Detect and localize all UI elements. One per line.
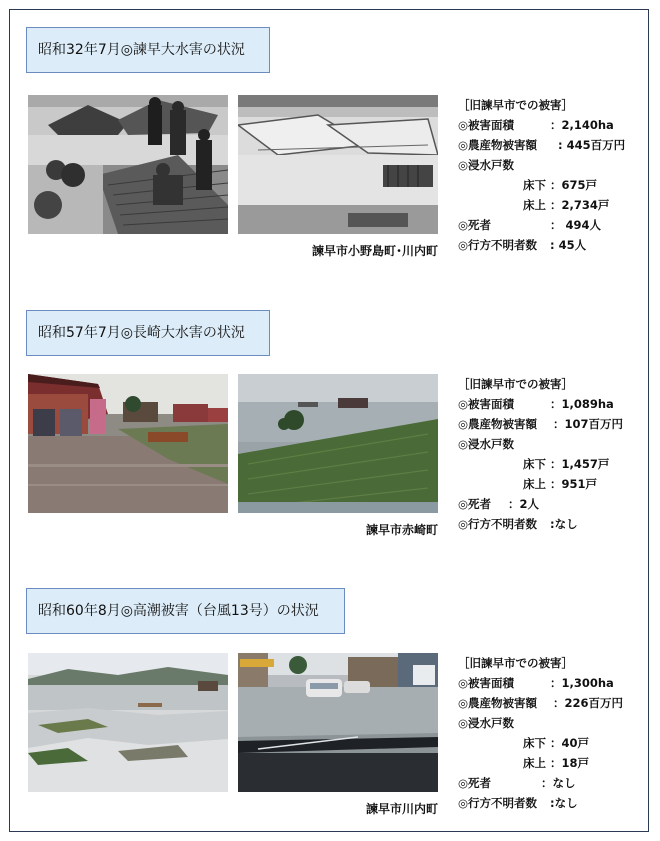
storm-surge-field-photo <box>28 653 228 792</box>
below-floor-value: ：675戸 <box>550 178 598 192</box>
flooded-houses-label: ◎浸水戸数 <box>458 158 515 172</box>
below-floor-label: 床下 <box>523 178 546 192</box>
section-3-photo-caption: 諫早市川内町 <box>365 802 438 816</box>
below-floor-label: 床下 <box>523 457 546 471</box>
above-floor-label: 床上 <box>523 756 546 770</box>
damage-area-value: ：1,300ha <box>550 676 614 690</box>
missing-label: ◎行方不明者数 <box>458 517 538 531</box>
above-floor-label: 床上 <box>523 198 546 212</box>
damage-heading: ［旧諫早市での被害］ <box>458 656 573 670</box>
flooded-paddies-onojima-photo <box>238 95 438 234</box>
above-floor-value: ：951戸 <box>550 477 598 491</box>
crop-damage-value: ：107百万円 <box>553 417 624 431</box>
missing-value: :なし <box>550 517 578 531</box>
flooded-houses-label: ◎浸水戸数 <box>458 716 515 730</box>
missing-label: ◎行方不明者数 <box>458 796 538 810</box>
deaths-value: ：なし <box>541 776 576 790</box>
crop-damage-value: ：226百万円 <box>553 696 624 710</box>
above-floor-value: ：2,734戸 <box>550 198 610 212</box>
damage-area-label: ◎被害面積 <box>458 397 515 411</box>
below-floor-label: 床下 <box>523 736 546 750</box>
damage-heading: ［旧諫早市での被害］ <box>458 377 573 391</box>
missing-value: :なし <box>550 796 578 810</box>
flooded-road-cars-photo <box>238 653 438 792</box>
damage-heading: ［旧諫早市での被害］ <box>458 98 573 112</box>
deaths-value: ：2人 <box>508 497 540 511</box>
crop-damage-label: ◎農産物被害額 <box>458 417 538 431</box>
missing-label: ◎行方不明者数 <box>458 238 538 252</box>
above-floor-label: 床上 <box>523 477 546 491</box>
crop-damage-value: : 445百万円 <box>558 138 626 152</box>
rooftop-evacuees-photo <box>28 95 228 234</box>
above-floor-value: ：18戸 <box>550 756 590 770</box>
deaths-label: ◎死者 <box>458 218 492 232</box>
flooded-field-akasaki-photo <box>238 374 438 513</box>
section-1-title: 昭和32年7月◎諫早大水害の状況 <box>26 27 270 73</box>
damage-area-value: ：2,140ha <box>550 118 614 132</box>
below-floor-value: ：1,457戸 <box>550 457 610 471</box>
below-floor-value: ：40戸 <box>550 736 590 750</box>
crop-damage-label: ◎農産物被害額 <box>458 138 538 152</box>
section-3-title: 昭和60年8月◎高潮被害（台風13号）の状況 <box>26 588 345 634</box>
section-1-photo-caption: 諫早市小野島町･川内町 <box>311 244 438 258</box>
deaths-label: ◎死者 <box>458 497 492 511</box>
damage-area-value: ：1,089ha <box>550 397 614 411</box>
damage-area-label: ◎被害面積 <box>458 118 515 132</box>
crop-damage-label: ◎農産物被害額 <box>458 696 538 710</box>
deaths-value: ： 494人 <box>550 218 602 232</box>
deaths-label: ◎死者 <box>458 776 492 790</box>
section-2-photo-caption: 諫早市赤崎町 <box>365 523 438 537</box>
flooded-houses-label: ◎浸水戸数 <box>458 437 515 451</box>
damage-area-label: ◎被害面積 <box>458 676 515 690</box>
flooded-street-houses-photo <box>28 374 228 513</box>
missing-value: : 45人 <box>550 238 587 252</box>
section-2-title: 昭和57年7月◎長崎大水害の状況 <box>26 310 270 356</box>
